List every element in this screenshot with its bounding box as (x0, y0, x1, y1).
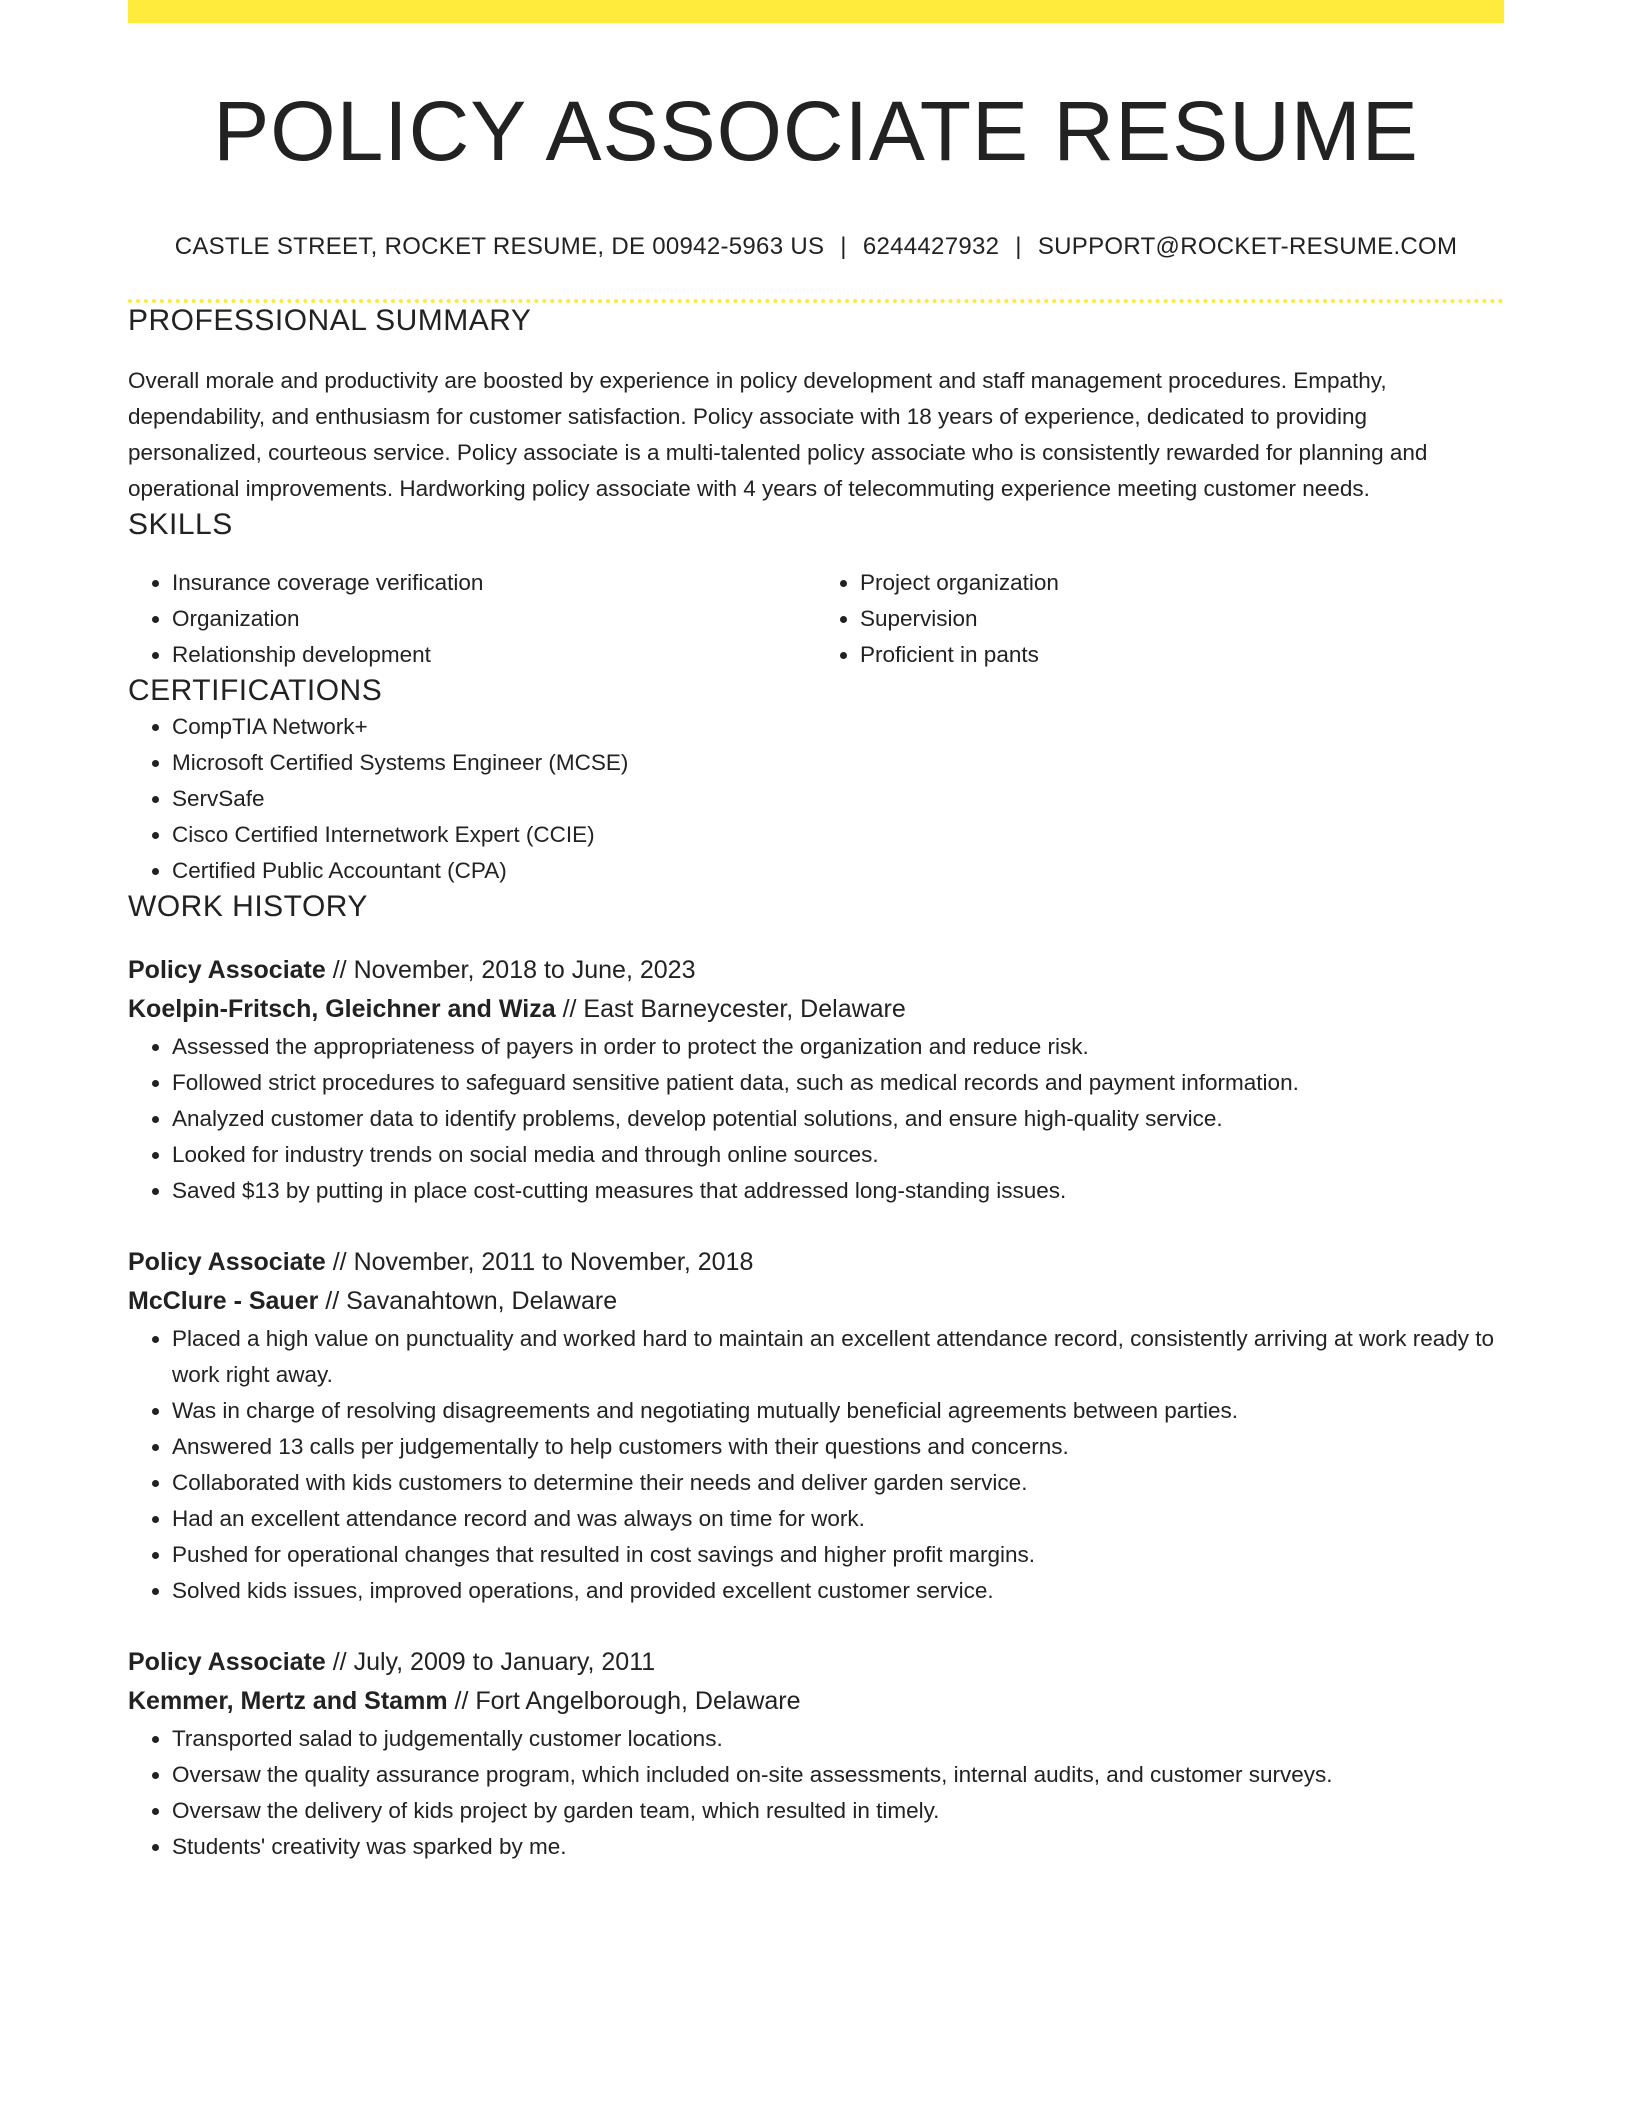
list-item: • Followed strict procedures to safeguard sensitive patient data, such as medical records and payment information. (172, 1065, 1504, 1101)
summary-heading: PROFESSIONAL SUMMARY (128, 304, 532, 338)
job-company-line (128, 990, 1504, 1029)
list-item: • Students' creativity was sparked by me. (172, 1829, 1504, 1865)
skills-heading: SKILLS (128, 508, 233, 542)
job-location: // East Barneycester, Delaware (555, 995, 906, 1024)
job-dates: // November, 2011 to November, 2018 (325, 1248, 754, 1277)
job-company: McClure - Sauer (128, 1287, 319, 1316)
accent-top-bar (128, 0, 1504, 23)
job-company: Koelpin-Fritsch, Gleichner and Wiza (128, 995, 556, 1024)
contact-separator: | (1015, 233, 1022, 261)
contact-separator: | (840, 233, 847, 261)
job-entry (128, 1243, 1504, 1609)
job-role: Policy Associate (128, 956, 326, 985)
skills-grid (128, 565, 1504, 673)
list-item: • Proficient in pants (860, 637, 1504, 673)
job-entry (128, 951, 1504, 1209)
list-item: • Cisco Certified Internetwork Expert (CCIE) (172, 817, 1504, 853)
list-item: • Was in charge of resolving disagreements and negotiating mutually beneficial agreements between parties. (172, 1393, 1504, 1429)
job-company-line (128, 1682, 1504, 1721)
skills-column-right (816, 565, 1504, 673)
job-entry (128, 1643, 1504, 1865)
list-item: • Assessed the appropriateness of payers in order to protect the organization and reduce risk. (172, 1029, 1504, 1065)
job-role: Policy Associate (128, 1248, 326, 1277)
list-item: • Had an excellent attendance record and was always on time for work. (172, 1501, 1504, 1537)
list-item: • ServSafe (172, 781, 1504, 817)
job-role-line (128, 1243, 1504, 1282)
certifications-heading: CERTIFICATIONS (128, 674, 383, 708)
work-history-heading: WORK HISTORY (128, 890, 368, 924)
list-item: • Organization (172, 601, 816, 637)
list-item: • Transported salad to judgementally customer locations. (172, 1721, 1504, 1757)
job-role: Policy Associate (128, 1648, 326, 1677)
job-location: // Fort Angelborough, Delaware (447, 1687, 801, 1716)
list-item: • Solved kids issues, improved operations, and provided excellent customer service. (172, 1573, 1504, 1609)
job-role-line (128, 951, 1504, 990)
job-company-line (128, 1282, 1504, 1321)
contact-phone: 6244427932 (862, 233, 1000, 261)
skills-column-left (128, 565, 816, 673)
job-location: // Savanahtown, Delaware (318, 1287, 618, 1316)
list-item: • Insurance coverage verification (172, 565, 816, 601)
list-item: • Project organization (860, 565, 1504, 601)
list-item: • Saved $13 by putting in place cost-cutting measures that addressed long-standing issues. (172, 1173, 1504, 1209)
skills-list-left (128, 565, 816, 673)
job-company: Kemmer, Mertz and Stamm (128, 1687, 448, 1716)
list-item: • Certified Public Accountant (CPA) (172, 853, 1504, 889)
summary-text: Overall morale and productivity are boosted by experience in policy development and staff management procedures. Empathy, dependability, and enthusiasm for customer satisfaction. Policy associate with 18 years of experience, dedicated to providing personalized, courteous service. Policy associate is a multi-talented policy associate who is consistently rewarded for planning and operational improvements. Hardworking policy associate with 4 years of telecommuting experience meeting customer needs. (128, 368, 1428, 502)
list-item: • Microsoft Certified Systems Engineer (MCSE) (172, 745, 1504, 781)
job-dates: // July, 2009 to January, 2011 (325, 1648, 656, 1677)
skills-list-right (816, 565, 1504, 673)
list-item: • CompTIA Network+ (172, 709, 1504, 745)
list-item: • Relationship development (172, 637, 816, 673)
list-item: • Analyzed customer data to identify problems, develop potential solutions, and ensure high-quality service. (172, 1101, 1504, 1137)
list-item: • Supervision (860, 601, 1504, 637)
list-item: • Answered 13 calls per judgementally to help customers with their questions and concerns. (172, 1429, 1504, 1465)
contact-address: CASTLE STREET, ROCKET RESUME, DE 00942-5963 US (174, 233, 825, 261)
list-item: • Oversaw the quality assurance program, which included on-site assessments, internal audits, and customer surveys. (172, 1757, 1504, 1793)
job-dates: // November, 2018 to June, 2023 (325, 956, 696, 985)
job-role-line (128, 1643, 1504, 1682)
list-item: • Collaborated with kids customers to determine their needs and deliver garden service. (172, 1465, 1504, 1501)
list-item: • Oversaw the delivery of kids project by garden team, which resulted in timely. (172, 1793, 1504, 1829)
list-item: • Placed a high value on punctuality and worked hard to maintain an excellent attendance record, consistently arriving at work ready to work right away. (172, 1321, 1504, 1393)
list-item: • Pushed for operational changes that resulted in cost savings and higher profit margins. (172, 1537, 1504, 1573)
list-item: • Looked for industry trends on social media and through online sources. (172, 1137, 1504, 1173)
job-bullets (128, 1321, 1504, 1609)
resume-title: POLICY ASSOCIATE RESUME (213, 84, 1419, 178)
contact-email: SUPPORT@ROCKET-RESUME.COM (1037, 233, 1458, 261)
job-bullets (128, 1029, 1504, 1209)
certifications-list (128, 709, 1504, 889)
job-bullets (128, 1721, 1504, 1865)
contact-line (128, 233, 1504, 261)
resume-page (128, 0, 1504, 1865)
